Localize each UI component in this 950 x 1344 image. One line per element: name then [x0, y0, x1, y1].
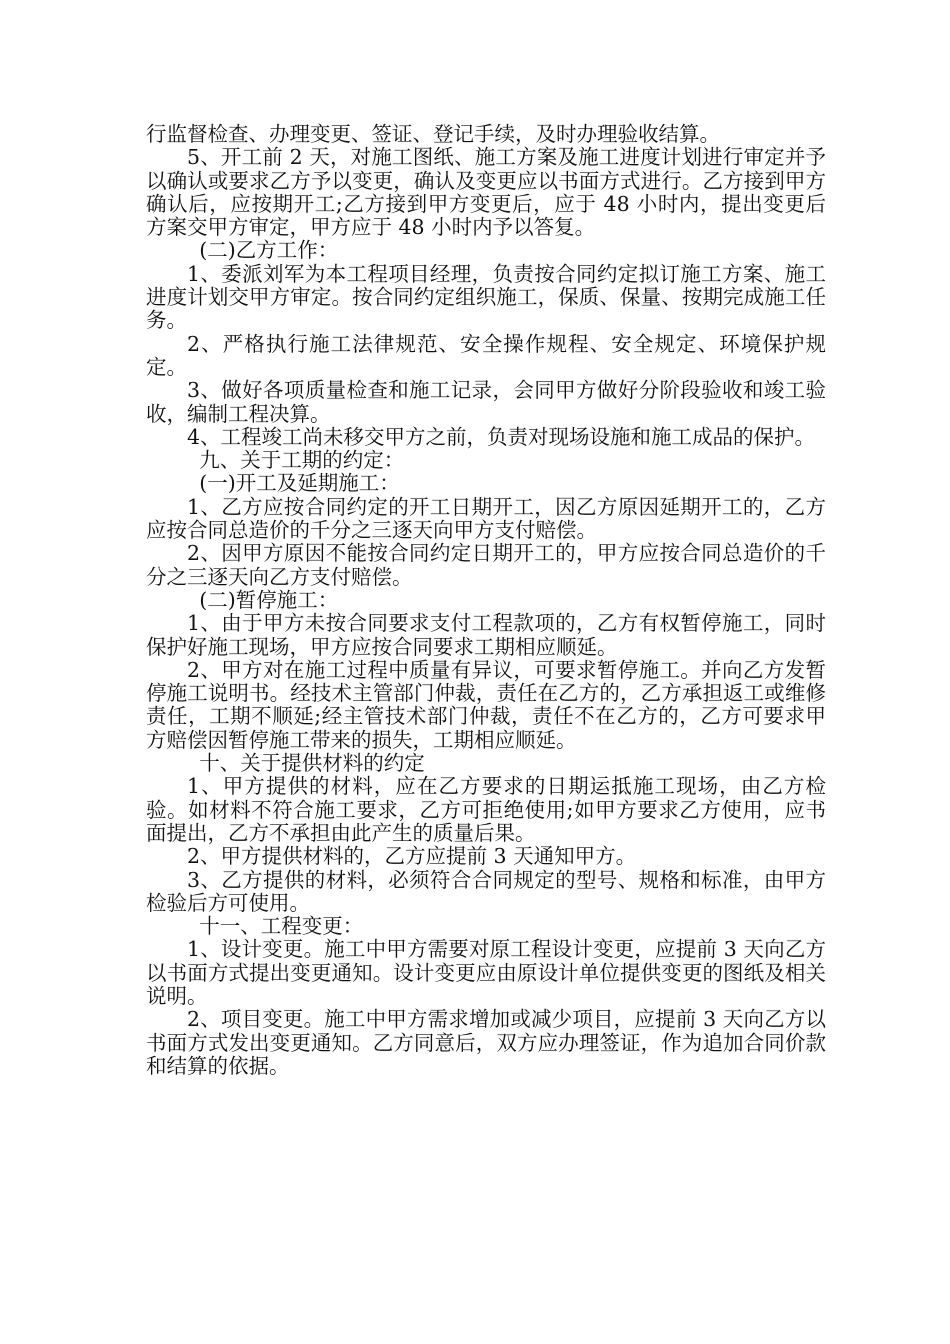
paragraph-changes-item-2: 2、项目变更。施工中甲方需求增加或减少项目，应提前 3 天向乙方以书面方式发出变更通知。乙方同意后，双方应办理签证，作为追加合同价款和结算的依据。 — [146, 1007, 826, 1078]
paragraph-b-item-2: 2、严格执行施工法律规范、安全操作规程、安全规定、环境保护规定。 — [146, 331, 826, 379]
paragraph-materials-item-1: 1、甲方提供的材料，应在乙方要求的日期运抵施工现场，由乙方检验。如材料不符合施工要求，乙方可拒绝使用;如甲方要求乙方使用，应书面提出，乙方不承担由此产生的质量后果。 — [146, 774, 826, 845]
paragraph-changes-item-1: 1、设计变更。施工中甲方需要对原工程设计变更，应提前 3 天向乙方以书面方式提出变更通知。设计变更应由原设计单位提供变更的图纸及相关说明。 — [146, 937, 826, 1008]
paragraph-delay-item-1: 1、乙方应按合同约定的开工日期开工，因乙方原因延期开工的，乙方应按合同总造价的千分之三逐天向甲方支付赔偿。 — [146, 494, 826, 543]
paragraph-b-item-3: 3、做好各项质量检查和施工记录，会同甲方做好分阶段验收和竣工验收，编制工程决算。 — [146, 378, 826, 426]
paragraph-b-item-1: 1、委派刘军为本工程项目经理，负责按合同约定拟订施工方案、施工进度计划交甲方审定。按合同约定组织施工，保质、保量、按期完成施工任务。 — [146, 261, 826, 333]
paragraph-supervision-continued: 行监督检查、办理变更、签证、登记手续，及时办理验收结算。 — [146, 122, 720, 146]
paragraph-materials-item-3: 3、乙方提供的材料，必须符合合同规定的型号、规格和标准，由甲方检验后方可使用。 — [146, 867, 826, 915]
heading-section-9-schedule: 九、关于工期的约定： — [199, 448, 405, 473]
heading-section-11-changes: 十一、工程变更： — [199, 914, 364, 939]
document-page — [146, 123, 826, 1078]
paragraph-b-item-4: 4、工程竣工尚未移交甲方之前，负责对现场设施和施工成品的保护。 — [187, 424, 816, 449]
paragraph-suspension-item-2: 2、甲方对在施工过程中质量有异议，可要求暂停施工。并向乙方发暂停施工说明书。经技术主管部门仲裁，责任在乙方的，乙方承担返工或维修责任，工期不顺延;经主管技术部门仲裁，责任不在乙方的，乙方可要求甲方赔偿因暂停施工带来的损失，工期相应顺延。 — [146, 657, 826, 752]
heading-party-b-duties: (二)乙方工作： — [199, 238, 339, 263]
heading-start-and-delay: (一)开工及延期施工： — [199, 471, 400, 496]
paragraph-item-5-plan-review: 5、开工前 2 天，对施工图纸、施工方案及施工进度计划进行审定并予以确认或要求乙方予以变更，确认及变更应以书面方式进行。乙方接到甲方确认后，应按期开工;乙方接到甲方变更后，应于 48 小时内，提出变更后方案交甲方审定，甲方应于 48 小时内予以答复。 — [146, 145, 826, 240]
heading-suspension: (二)暂停施工： — [199, 587, 339, 612]
paragraph-suspension-item-1: 1、由于甲方未按合同要求支付工程款项的，乙方有权暂停施工，同时保护好施工现场，甲方应按合同要求工期相应顺延。 — [146, 611, 826, 659]
paragraph-materials-item-2: 2、甲方提供材料的，乙方应提前 3 天通知甲方。 — [187, 844, 637, 869]
paragraph-delay-item-2: 2、因甲方原因不能按合同约定日期开工的，甲方应按合同总造价的千分之三逐天向乙方支付赔偿。 — [146, 541, 826, 589]
heading-section-10-materials: 十、关于提供材料的约定 — [199, 751, 425, 776]
